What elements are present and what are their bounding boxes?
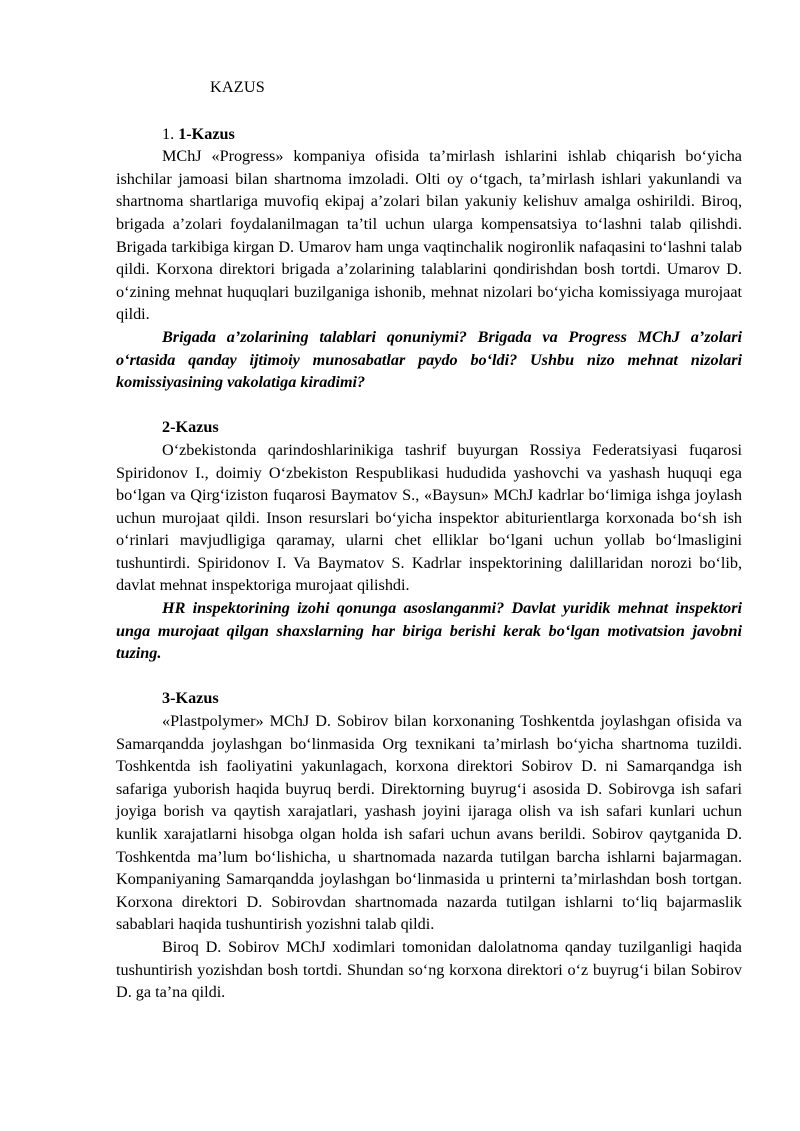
case-paragraph: «Plastpolymer» MChJ D. Sobirov bilan korxonaning Toshkentda joylashgan ofisida va Samarqandda joylashgan bo‘linmasida Org texnikani ta’mirlash bo‘yicha shartnoma tuzildi. Toshkentda ish faoliyatini yakunlagach, korxona direktori Sobirov D. ni Samarqandga ish safariga yuborish haqida buyruq berdi. Direktorning buyrug‘i asosida D. Sobirovga ish safari joyiga borish va qaytish xarajatlari, yashash joyini ijaraga olish va ish safari kunlari uchun kunlik xarajatlarni hisobga olgan holda ish safari uchun avans berildi. Sobirov qaytganida D. Toshkentda ma’lum bo‘lishicha, u shartnomada nazarda tutilgan barcha ishlarni bajarmagan. Kompaniyaning Samarqandda joylashgan bo‘linmasida u printerni ta’mirlashdan bosh tortgan. Korxona direktori D. Sobirovdan shartnomada nazarda tutilgan ishlarni to‘liq bajarmaslik sabablari haqida tushuntirish yozishni talab qildi. (116, 712, 742, 934)
case-question: HR inspektorining izohi qonunga asoslanganmi? Davlat yuridik mehnat inspektori unga murojaat qilgan shaxslarning har biriga berishi kerak bo‘lgan motivatsion javobni tuzing. (116, 599, 742, 663)
case-question: Brigada a’zolarining talablari qonuniymi? Brigada va Progress MChJ a’zolari o‘rtasida qanday ijtimoiy munosabatlar paydo bo‘ldi? Ushbu nizo mehnat nizolari komissiyasining vakolatiga kiradimi? (116, 327, 742, 392)
case-paragraph: O‘zbekistonda qarindoshlarinikiga tashrif buyurgan Rossiya Federatsiyasi fuqarosi Spiridonov I., doimiy O‘zbekiston Respublikasi hududida yashovchi va yashash huquqi ega bo‘lgan va Qirg‘iziston fuqarosi Baymatov S., «Baysun» MChJ kadrlar bo‘limiga ishga joylash uchun murojaat qildi. Inson resurslari bo‘yicha inspektor abiturientlarga korxonada bo‘sh ish o‘rinlari mavjudligiga qaramay, ularni chet elliklar bo‘lgani uchun yollab bo‘lmasligini tushuntirdi. Spiridonov I. Va Baymatov S. Kadrlar inspektorining dalillaridan norozi bo‘lib, davlat mehnat inspektoriga murojaat qilishdi. (116, 440, 742, 595)
case-paragraph: Biroq D. Sobirov MChJ xodimlari tomonidan dalolatnoma qanday tuzilganligi haqida tushuntirish yozishdan bosh tortdi. Shundan so‘ng korxona direktori o‘z buyrug‘i bilan Sobirov D. ga ta’na qildi. (116, 937, 742, 1002)
case-title: 2-Kazus (162, 418, 219, 437)
case-number: 1. (162, 124, 175, 143)
case-title: 3-Kazus (162, 689, 219, 708)
document-title: KAZUS (210, 78, 265, 96)
case-1 (116, 123, 742, 394)
case-heading (116, 123, 742, 146)
case-heading (116, 416, 742, 439)
case-paragraph: MChJ «Progress» kompaniya ofisida ta’mirlash ishlarini ishlab chiqarish bo‘yicha ishchilar jamoasi bilan shartnoma imzoladi. Olti oy o‘tgach, ta’mirlash ishlari yakunlandi va shartnoma shartlariga muvofiq ekipaj a’zolari bilan yakuniy kelishuv amalga oshirildi. Biroq, brigada a’zolari foydalanilmagan ta’til uchun ularga kompensatsiya to‘lashni talab qilishdi. Brigada tarkibiga kirgan D. Umarov ham unga vaqtinchalik nogironlik nafaqasini to‘lashni talab qildi. Korxona direktori brigada a’zolarining talablarini qondirishdan bosh tortdi. Umarov D. o‘zining mehnat huquqlari buzilganiga ishonib, mehnat nizolari bo‘yicha komissiyaga murojaat qildi. (116, 147, 742, 324)
case-title: 1-Kazus (178, 124, 235, 143)
spacer (116, 394, 742, 417)
spacer (116, 665, 742, 688)
case-heading (116, 687, 742, 710)
case-3 (116, 687, 742, 1003)
case-2 (116, 416, 742, 665)
document-page (116, 76, 742, 1004)
